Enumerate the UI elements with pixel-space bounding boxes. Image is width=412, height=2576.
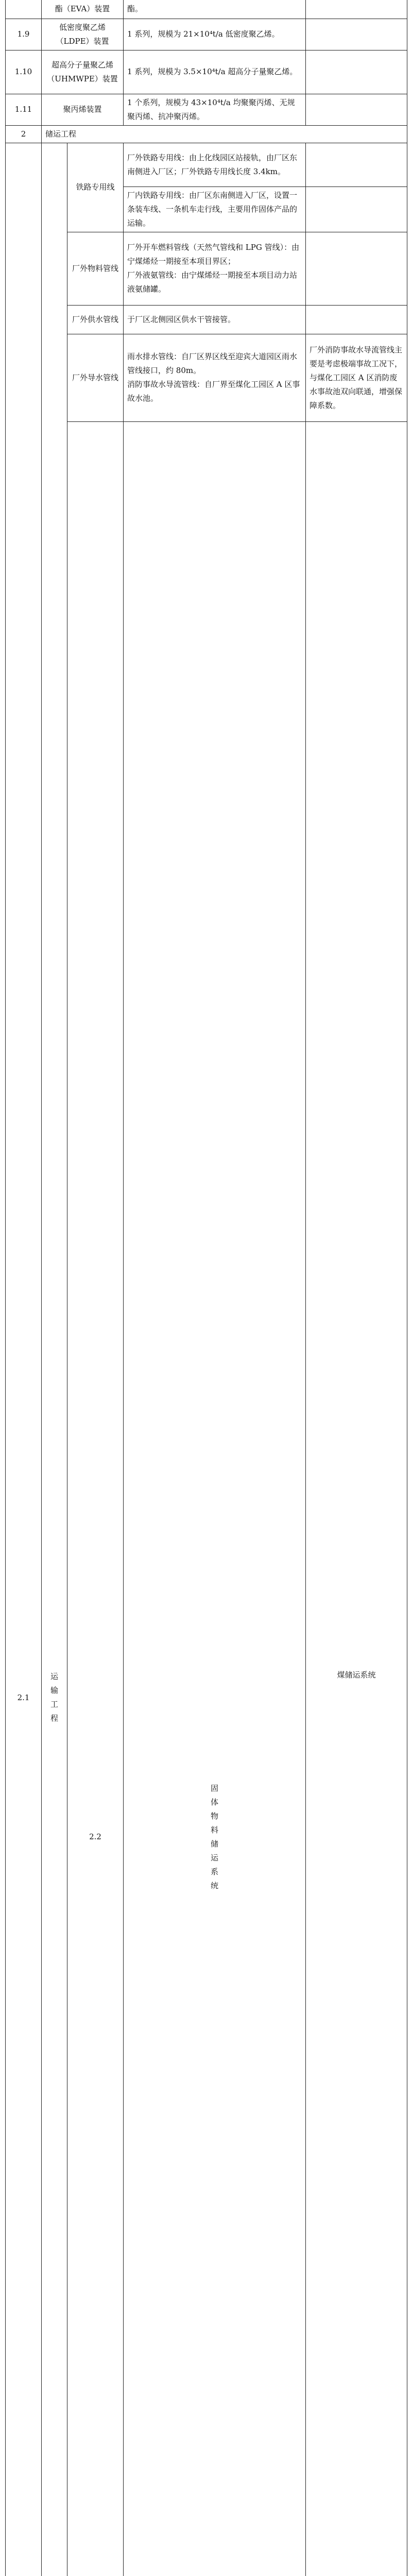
description-line: 厂外开车燃料管线（天然气管线和 LPG 管线）：由宁煤烯烃一期接至本项目界区；	[127, 243, 300, 266]
item-description	[124, 334, 306, 421]
table-row	[6, 143, 407, 187]
section-title: 储运工程	[42, 125, 407, 143]
item-name: 铁路专用线	[67, 143, 124, 232]
item-remark	[306, 187, 407, 232]
item-remark	[306, 19, 407, 50]
item-remark	[306, 94, 407, 125]
item-remark	[306, 50, 407, 94]
table-row	[6, 50, 407, 94]
description-line: 消防事故水导流管线：自厂界至煤化工园区 A 区事故水池。	[127, 380, 300, 403]
item-description: 厂内铁路专用线：由厂区东南侧进入厂区，设置一条装车线、一条机车走行线，主要用作固体产品的运输。	[124, 187, 306, 232]
section-header-row	[6, 125, 407, 143]
item-name: 超高分子量聚乙烯（UHMWPE）装置	[42, 50, 124, 94]
table-row	[6, 19, 407, 50]
table-row	[6, 0, 407, 19]
item-description: 厂外铁路专用线：由上化线园区站接轨，由厂区东南侧进入厂区；厂外铁路专用线长度 3.4km。	[124, 143, 306, 187]
item-name: 低密度聚乙烯（LDPE）装置	[42, 19, 124, 50]
row-number	[6, 0, 42, 19]
description-line: 厂外液氨管线：由宁煤烯烃一期接至本项目动力站液氨储罐。	[127, 270, 298, 294]
group-label-transport: 运 输 工 程	[42, 143, 67, 2576]
item-remark: 厂外消防事故水导流管线主要是考虑极端事故工况下，与煤化工园区 A 区消防废水事故池双向联通，增强保障系数。	[306, 334, 407, 421]
row-number: 2.2	[67, 421, 124, 2576]
item-name: 厂外导水管线	[67, 334, 124, 421]
row-number: 1.9	[6, 19, 42, 50]
item-name: 煤储运系统	[306, 421, 407, 2576]
item-remark	[306, 305, 407, 334]
item-description	[124, 232, 306, 305]
item-remark	[306, 232, 407, 305]
row-number: 1.10	[6, 50, 42, 94]
row-number: 1.11	[6, 94, 42, 125]
item-description: 1 系列，规模为 21×10⁴t/a 低密度聚乙烯。	[124, 19, 306, 50]
item-description: 1 个系列，规模为 43×10⁴t/a 均聚聚丙烯、无规聚丙烯、抗冲聚丙烯。	[124, 94, 306, 125]
item-name: 聚丙烯装置	[42, 94, 124, 125]
item-description: 酯。	[124, 0, 306, 19]
section-number: 2	[6, 125, 42, 143]
item-remark	[306, 143, 407, 187]
group-label-solid-material: 固 体 物 料 储 运 系 统	[124, 421, 306, 2576]
item-description: 1 系列，规模为 3.5×10⁴t/a 超高分子量聚乙烯。	[124, 50, 306, 94]
item-name: 厂外物料管线	[67, 232, 124, 305]
item-remark	[306, 0, 407, 19]
item-description: 于厂区北侧园区供水干管接管。	[124, 305, 306, 334]
item-name: 酯（EVA）装置	[42, 0, 124, 19]
item-name: 厂外供水管线	[67, 305, 124, 334]
description-line: 雨水排水管线：自厂区界区线至迎宾大道园区雨水管线接口，约 80m。	[127, 352, 298, 375]
row-number: 2.1	[6, 143, 42, 2576]
table-row	[6, 94, 407, 125]
engineering-table	[5, 0, 407, 2576]
